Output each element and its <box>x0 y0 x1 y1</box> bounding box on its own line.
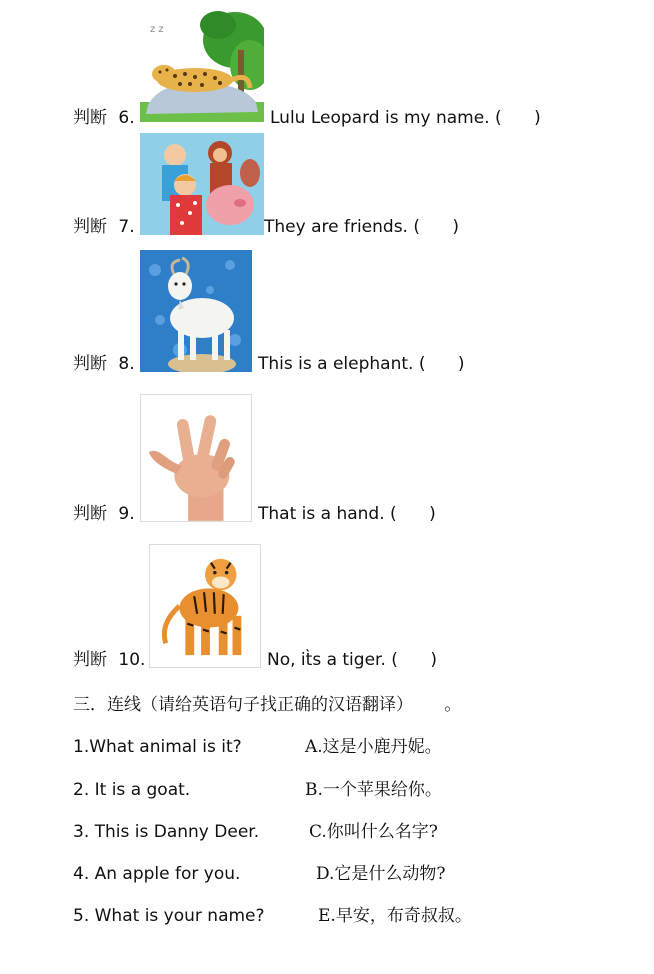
question-sentence: This is a elephant. <box>258 354 414 374</box>
svg-text:z z: z z <box>150 24 164 35</box>
question-prefix: 判断 <box>73 217 107 237</box>
match-right-b[interactable]: B.一个苹果给你。 <box>305 780 442 800</box>
match-left-1[interactable]: 1.What animal is it? <box>73 737 242 757</box>
tiger-illustration <box>150 545 260 667</box>
question-number: 10. <box>118 650 146 670</box>
section-3-title: 三．连线（请给英语句子找正确的汉语翻译） <box>73 695 413 715</box>
section-3-title-end: 。 <box>444 695 462 715</box>
match-left-5[interactable]: 5. What is your name? <box>73 906 265 926</box>
leopard-image <box>140 10 264 122</box>
match-right-a[interactable]: A.这是小鹿丹妮。 <box>305 737 442 757</box>
question-number: 7. <box>118 217 135 237</box>
answer-blank[interactable]: ( ) <box>391 650 437 670</box>
leopard-illustration <box>140 10 264 122</box>
question-number: 8. <box>118 354 135 374</box>
goat-image <box>140 250 252 372</box>
match-left-3[interactable]: 3. This is Danny Deer. <box>73 822 260 842</box>
match-right-c[interactable]: C.你叫什么名字? <box>309 822 438 842</box>
question-prefix: 判断 <box>73 354 107 374</box>
question-prefix: 判断 <box>73 504 107 524</box>
match-right-d[interactable]: D.它是什么动物? <box>316 864 446 884</box>
goat-illustration <box>140 250 252 372</box>
question-number: 9. <box>118 504 135 524</box>
question-sentence: They are friends. <box>264 217 408 237</box>
match-left-4[interactable]: 4. An apple for you. <box>73 864 241 884</box>
answer-blank[interactable]: ( ) <box>418 354 465 374</box>
hand-illustration <box>141 395 251 521</box>
match-right-e[interactable]: E.早安，布奇叔叔。 <box>318 906 472 926</box>
friends-image <box>140 133 264 235</box>
answer-blank[interactable]: ( ) <box>413 217 460 237</box>
question-sentence: That is a hand. <box>258 504 385 524</box>
question-sentence: No, it̀s a tiger. <box>267 650 386 670</box>
question-number: 6. <box>118 108 135 128</box>
question-prefix: 判断 <box>73 650 107 670</box>
match-left-2[interactable]: 2. It is a goat. <box>73 780 191 800</box>
question-prefix: 判断 <box>73 108 107 128</box>
children-animals-illustration <box>140 133 264 235</box>
hand-image <box>140 394 252 522</box>
answer-blank[interactable]: ( ) <box>390 504 436 524</box>
question-sentence: Lulu Leopard is my name. <box>270 108 490 128</box>
tiger-image <box>149 544 261 668</box>
answer-blank[interactable]: ( ) <box>495 108 541 128</box>
